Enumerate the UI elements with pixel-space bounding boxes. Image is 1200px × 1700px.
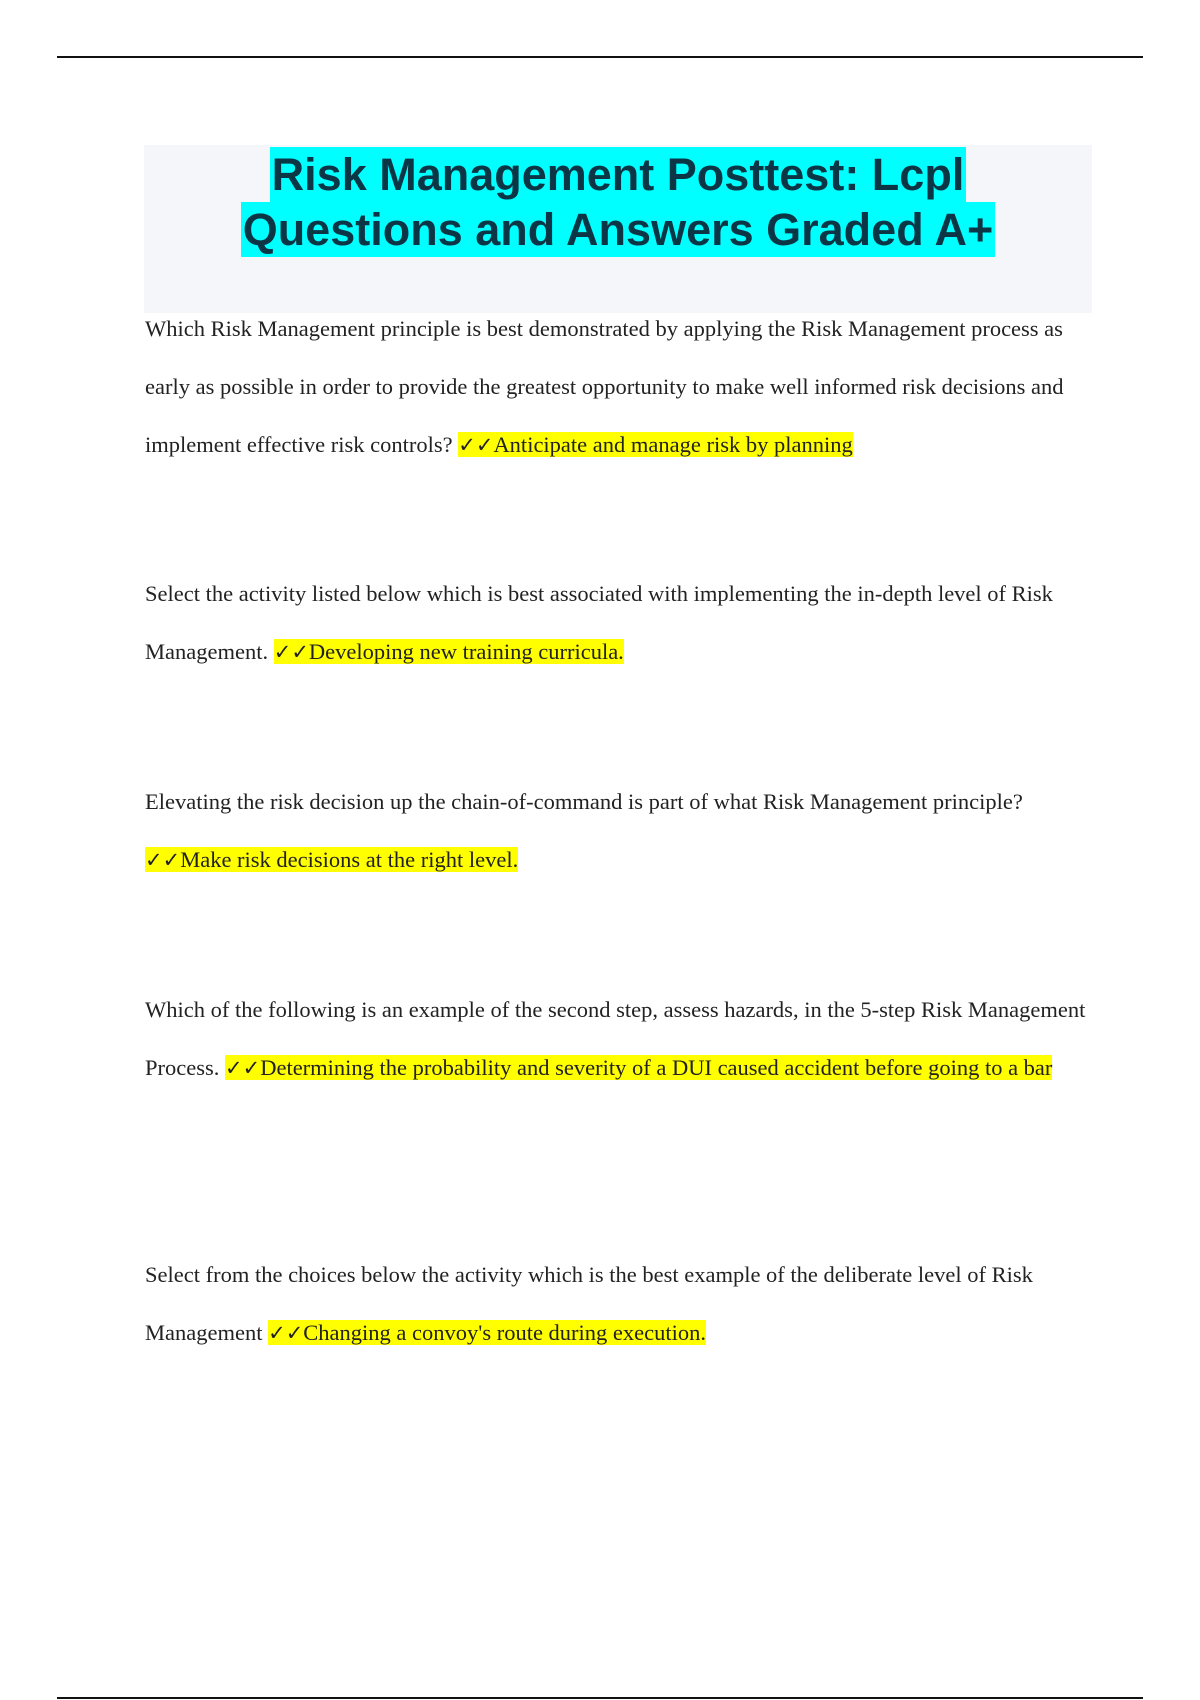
answer-highlight — [225, 1055, 1052, 1080]
question-text: Which Risk Management principle is best demonstrated by applying the Risk Management process as early as possible in order to provide the greatest opportunity to make well informed risk decisions and implement effective risk controls? — [145, 316, 1064, 457]
qa-item-5 — [145, 1246, 1095, 1362]
double-check-icon: ✓✓ — [225, 1056, 261, 1080]
answer-text: Changing a convoy's route during execution. — [303, 1320, 707, 1345]
double-check-icon: ✓✓ — [145, 848, 181, 872]
title-line-1: Risk Management Posttest: Lcpl — [271, 149, 965, 200]
qa-item-4 — [145, 981, 1095, 1097]
double-check-icon: ✓✓ — [458, 433, 494, 457]
answer-highlight — [145, 847, 518, 872]
answer-highlight — [274, 639, 624, 664]
answer-text: Make risk decisions at the right level. — [180, 847, 519, 872]
qa-item-2 — [145, 565, 1095, 681]
answer-text: Anticipate and manage risk by planning — [493, 432, 853, 457]
title-panel — [144, 145, 1092, 313]
bottom-rule — [57, 1697, 1143, 1699]
top-rule — [57, 56, 1143, 58]
document-title — [144, 145, 1092, 257]
double-check-icon: ✓✓ — [268, 1321, 304, 1345]
question-text: Elevating the risk decision up the chain-of-command is part of what Risk Management principle? — [145, 789, 1023, 814]
qa-item-3 — [145, 773, 1095, 889]
answer-highlight — [458, 432, 852, 457]
title-line-2: Questions and Answers Graded A+ — [242, 204, 994, 255]
question-text: Select from the choices below the activity which is the best example of the deliberate level of Risk Management — [145, 1262, 1033, 1345]
answer-text: Developing new training curricula. — [308, 639, 624, 664]
double-check-icon: ✓✓ — [273, 640, 309, 664]
answer-text: Determining the probability and severity of a DUI caused accident before going to a bar — [260, 1055, 1053, 1080]
question-text: Select the activity listed below which is best associated with implementing the in-depth level of Risk Management. — [145, 581, 1053, 664]
question-text: Which of the following is an example of the second step, assess hazards, in the 5-step Risk Management Process. — [145, 997, 1086, 1080]
qa-item-1 — [145, 300, 1095, 474]
answer-highlight — [268, 1320, 706, 1345]
